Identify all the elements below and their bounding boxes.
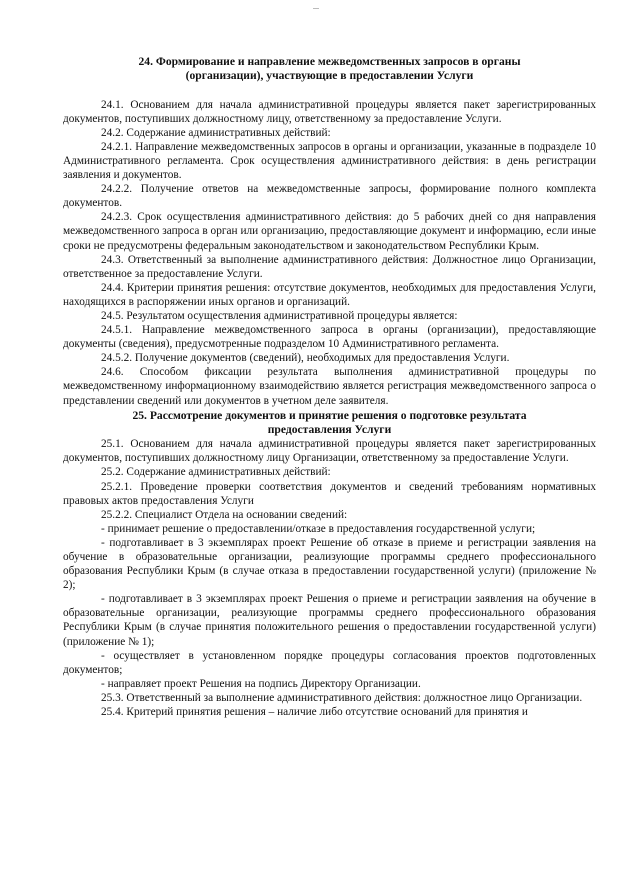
list-item-approval: - осуществляет в установленном порядке процедуры согласования проектов подготовленных документов; — [63, 649, 596, 676]
list-item-signature: - направляет проект Решения на подпись Директору Организации. — [101, 677, 421, 690]
paragraph-24-5-2: 24.5.2. Получение документов (сведений), необходимых для предоставления Услуги. — [101, 352, 510, 365]
paragraph-24-2-3: 24.2.3. Срок осуществления административного действия: до 5 рабочих дней со дня направления межведомственного запроса в орган или организацию, предоставляющие документ и информацию, если иные сроки не предусмотрены федеральным законодательством и законодательством Республики Крым. — [63, 211, 596, 252]
section-25-heading-line-2: предоставления Услуги — [267, 422, 392, 436]
section-24-body — [63, 98, 596, 408]
paragraph-24-1: 24.1. Основанием для начала административной процедуры является пакет зарегистрированных документов, поступивших должностному лицу, ответственному за предоставление Услуги. — [63, 98, 596, 125]
paragraph-24-4: 24.4. Критерии принятия решения: отсутствие документов, необходимых для предоставления Услуги, находящихся в распоряжении иных органов и организаций. — [63, 281, 596, 308]
section-24-heading — [63, 55, 596, 84]
paragraph-25-4: 25.4. Критерий принятия решения – наличие либо отсутствие оснований для принятия и — [101, 706, 528, 719]
section-25-heading-line-1: 25. Рассмотрение документов и принятие решения о подготовке результата — [132, 408, 527, 422]
paragraph-25-1: 25.1. Основанием для начала административной процедуры является пакет зарегистрированных документов, поступивших должностному лицу Организации, ответственному за предоставление Услуги. — [63, 438, 596, 465]
section-25-body — [63, 437, 596, 719]
paragraph-24-2-1: 24.2.1. Направление межведомственных запросов в органы и организации, указанные в подразделе 10 Административного регламента. Срок осуществления административного действия: в день регистрации заявления и документов. — [63, 140, 596, 182]
paragraph-24-2: 24.2. Содержание административных действий: — [101, 126, 331, 139]
list-item-refusal-draft: - подготавливает в 3 экземплярах проект Решение об отказе в приеме и регистрации заявления на обучение в образовательные организации, реализующие программы среднего профессионального образования Республики Крым (в случае отказа в предоставлении государственной услуги) (приложение № 2); — [63, 536, 596, 592]
paragraph-24-6: 24.6. Способом фиксации результата выполнения административной процедуры по межведомственному информационному взаимодействию является регистрация межведомственного запроса о представлении сведений или документов в учетном деле заявителя. — [63, 366, 596, 407]
paragraph-24-3: 24.3. Ответственный за выполнение административного действия: Должностное лицо Организации, ответственное за предоставление Услуги. — [63, 253, 596, 280]
paragraph-24-5-1: 24.5.1. Направление межведомственного запроса в органы (организации), предоставляющие документы (сведения), предусмотренные подразделом 10 Административного регламента. — [63, 324, 596, 351]
section-24-heading-line-2: (организации), участвующие в предоставлении Услуги — [185, 69, 474, 83]
paragraph-24-5: 24.5. Результатом осуществления административной процедуры является: — [101, 310, 458, 322]
paragraph-25-2: 25.2. Содержание административных действий: — [101, 466, 331, 479]
paragraph-25-2-1: 25.2.1. Проведение проверки соответствия документов и сведений требованиям нормативных правовых актов предоставления Услуги — [63, 480, 596, 507]
list-item-decision: - принимает решение о предоставлении/отказе в предоставления государственной услуги; — [101, 522, 536, 535]
paragraph-24-2-2: 24.2.2. Получение ответов на межведомственные запросы, формирование полного комплекта документов. — [63, 183, 596, 210]
section-25-heading — [63, 409, 596, 438]
paragraph-25-3: 25.3. Ответственный за выполнение административного действия: должностное лицо Организации. — [101, 691, 583, 704]
scan-mark — [313, 8, 319, 9]
section-24-heading-line-1: 24. Формирование и направление межведомственных запросов в органы — [138, 55, 521, 68]
list-item-acceptance-draft: - подготавливает в 3 экземплярах проект Решения о приеме и регистрации заявления на обучение в образовательные организации, реализующие программы среднего профессионального образования Республики Крым (в случае принятия положительного решения о предоставлении государственной услуги) (приложение № 1); — [63, 593, 596, 648]
paragraph-25-2-2: 25.2.2. Специалист Отдела на основании сведений: — [101, 508, 348, 521]
